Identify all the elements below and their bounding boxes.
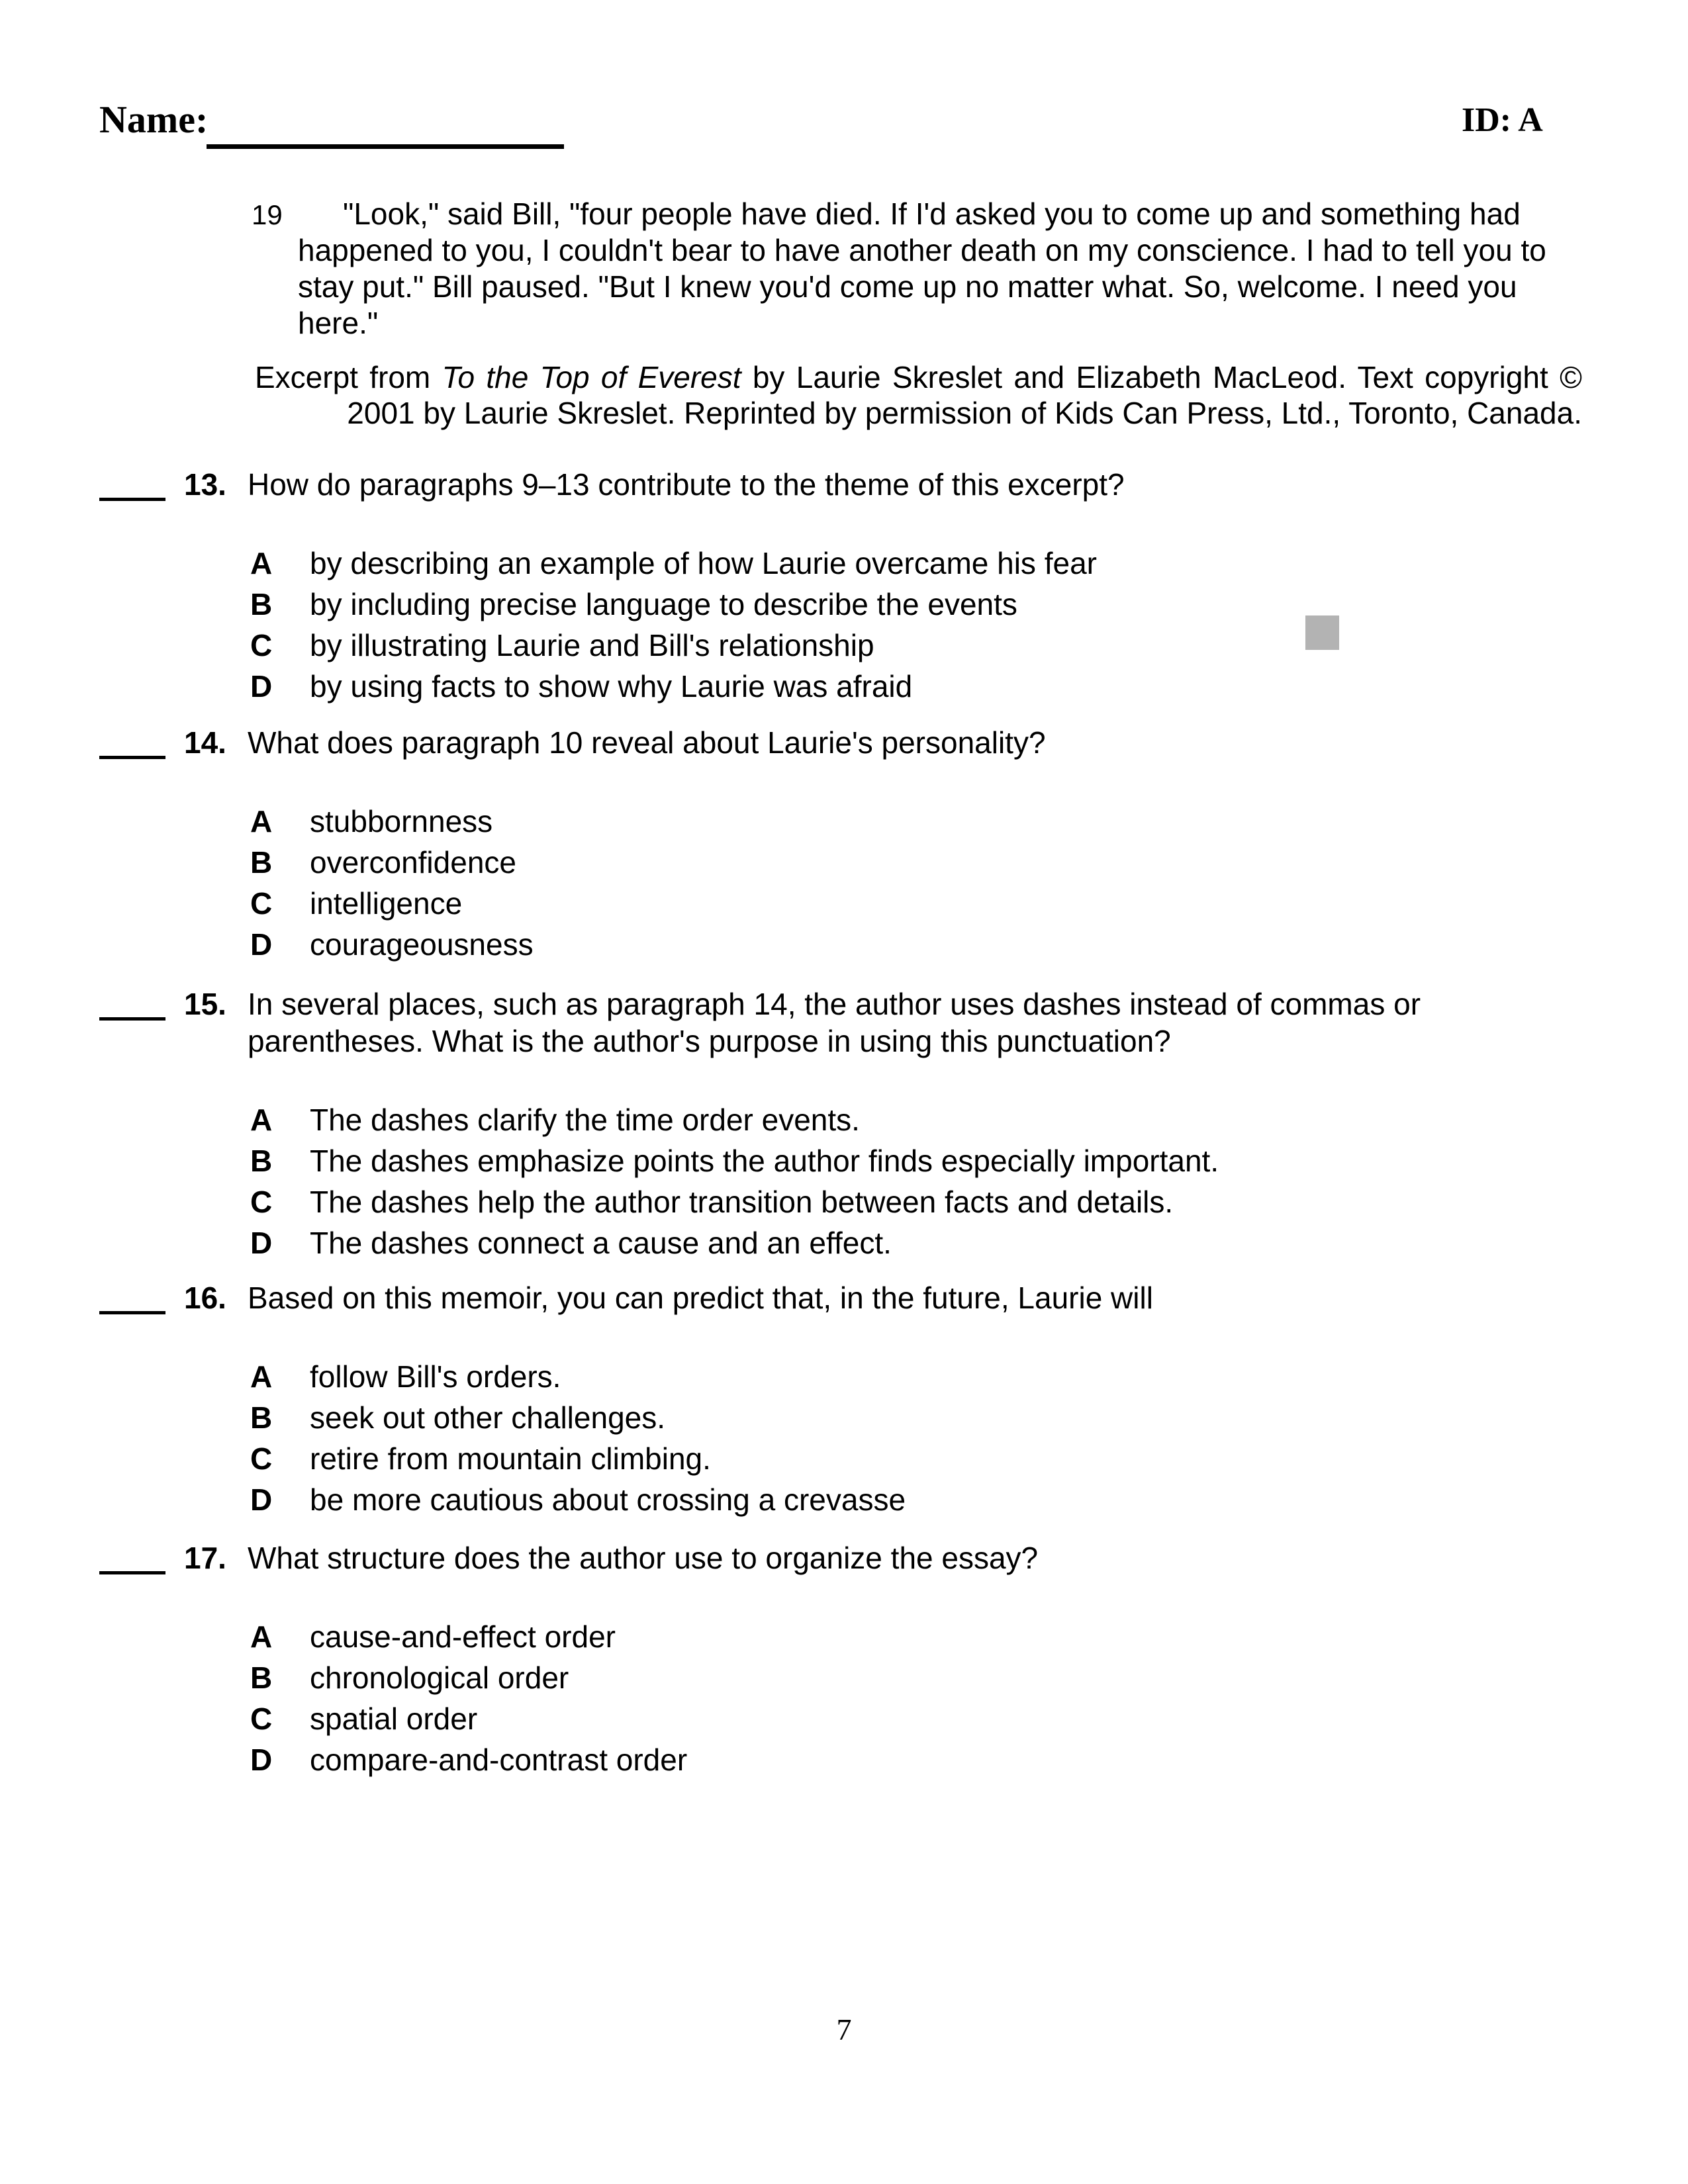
option-text: by using facts to show why Laurie was afraid: [310, 669, 913, 704]
attribution-prefix: Excerpt from: [255, 360, 442, 394]
excerpt-attribution: [255, 359, 1582, 431]
options-list: [250, 1356, 1688, 1520]
options-list: [250, 1616, 1688, 1780]
option-row: [250, 1698, 1688, 1739]
answer-blank-line: [99, 466, 165, 501]
question-number: 13.: [184, 467, 226, 502]
name-blank-line: [207, 106, 564, 149]
paragraph-number: 19: [252, 199, 283, 230]
options-list: [250, 801, 1688, 965]
option-letter: C: [250, 1441, 273, 1476]
question-text: How do paragraphs 9–13 contribute to the theme of this excerpt?: [248, 467, 1125, 502]
option-text: compare-and-contrast order: [310, 1743, 688, 1777]
question-16: [0, 1279, 1688, 1520]
option-row: [250, 1181, 1688, 1222]
option-text: intelligence: [310, 886, 463, 921]
option-text: chronological order: [310, 1661, 569, 1695]
id-label: ID: A: [1462, 101, 1543, 139]
option-row: [250, 924, 1688, 965]
option-letter: B: [250, 587, 273, 621]
option-text: retire from mountain climbing.: [310, 1441, 711, 1476]
option-row: [250, 1356, 1688, 1397]
question-15: [0, 985, 1688, 1263]
attribution-suffix: by Laurie Skreslet and Elizabeth MacLeod. Text copyright © 2001 by Laurie Skreslet. Reprinted by permission of Kids Can Press, Ltd., Toronto, Canada.: [347, 360, 1582, 430]
option-letter: A: [250, 804, 273, 839]
option-text: seek out other challenges.: [310, 1400, 666, 1435]
question-14: [0, 724, 1688, 965]
question-number: 17.: [184, 1541, 226, 1575]
option-letter: A: [250, 1619, 273, 1654]
option-row: [250, 1222, 1688, 1263]
option-row: [250, 584, 1688, 625]
option-text: be more cautious about crossing a crevasse: [310, 1482, 906, 1517]
name-label: Name:: [99, 98, 209, 141]
answer-blank-line: [99, 724, 165, 759]
option-text: courageousness: [310, 927, 534, 962]
option-text: overconfidence: [310, 845, 516, 880]
question-text: What does paragraph 10 reveal about Laurie's personality?: [248, 725, 1046, 760]
option-text: The dashes clarify the time order events.: [310, 1103, 860, 1137]
option-row: [250, 543, 1688, 584]
option-letter: D: [250, 1226, 273, 1260]
option-row: [250, 625, 1688, 666]
excerpt-paragraph: [0, 196, 1688, 341]
option-letter: D: [250, 927, 273, 962]
attribution-book-title: To the Top of Everest: [442, 360, 741, 394]
option-row: [250, 1739, 1688, 1780]
option-row: [250, 801, 1688, 842]
option-letter: D: [250, 669, 273, 704]
option-text: cause-and-effect order: [310, 1619, 616, 1654]
option-row: [250, 1140, 1688, 1181]
question-number: 16.: [184, 1281, 226, 1315]
option-letter: B: [250, 1400, 273, 1435]
question-text: In several places, such as paragraph 14, the author uses dashes instead of commas or parentheses. What is the author's purpose in using this punctuation?: [248, 987, 1421, 1058]
option-text: The dashes emphasize points the author finds especially important.: [310, 1144, 1219, 1178]
option-letter: C: [250, 1185, 273, 1219]
option-letter: B: [250, 1661, 273, 1695]
option-letter: A: [250, 546, 273, 580]
option-letter: C: [250, 628, 273, 662]
option-letter: C: [250, 886, 273, 921]
option-letter: B: [250, 1144, 273, 1178]
question-text: What structure does the author use to organize the essay?: [248, 1541, 1039, 1575]
options-list: [250, 543, 1688, 707]
answer-blank-line: [99, 985, 165, 1021]
option-letter: D: [250, 1743, 273, 1777]
option-letter: A: [250, 1359, 273, 1394]
answer-blank-line: [99, 1279, 165, 1314]
question-17: [0, 1539, 1688, 1780]
paragraph-text: "Look," said Bill, "four people have died. If I'd asked you to come up and something had happened to you, I couldn't bear to have another death on my conscience. I had to tell you to stay put." Bill paused. "But I knew you'd come up no matter what. So, welcome. I need you here.": [298, 197, 1546, 340]
option-text: by illustrating Laurie and Bill's relationship: [310, 628, 874, 662]
option-row: [250, 1099, 1688, 1140]
option-row: [250, 666, 1688, 707]
option-text: by including precise language to describe the events: [310, 587, 1017, 621]
option-row: [250, 842, 1688, 883]
option-letter: B: [250, 845, 273, 880]
options-list: [250, 1099, 1688, 1263]
option-text: spatial order: [310, 1702, 478, 1736]
option-letter: A: [250, 1103, 273, 1137]
option-text: The dashes connect a cause and an effect.: [310, 1226, 892, 1260]
option-row: [250, 1438, 1688, 1479]
gray-square-artifact: [1305, 615, 1339, 650]
option-letter: D: [250, 1482, 273, 1517]
option-row: [250, 883, 1688, 924]
question-13: [0, 466, 1688, 707]
option-row: [250, 1397, 1688, 1438]
option-text: stubbornness: [310, 804, 493, 839]
answer-blank-line: [99, 1539, 165, 1574]
option-letter: C: [250, 1702, 273, 1736]
page-number: 7: [836, 2013, 852, 2046]
option-row: [250, 1616, 1688, 1657]
question-number: 14.: [184, 725, 226, 760]
option-text: The dashes help the author transition between facts and details.: [310, 1185, 1174, 1219]
option-row: [250, 1479, 1688, 1520]
option-text: by describing an example of how Laurie overcame his fear: [310, 546, 1097, 580]
option-row: [250, 1657, 1688, 1698]
option-text: follow Bill's orders.: [310, 1359, 561, 1394]
question-text: Based on this memoir, you can predict that, in the future, Laurie will: [248, 1281, 1153, 1315]
question-number: 15.: [184, 987, 226, 1021]
